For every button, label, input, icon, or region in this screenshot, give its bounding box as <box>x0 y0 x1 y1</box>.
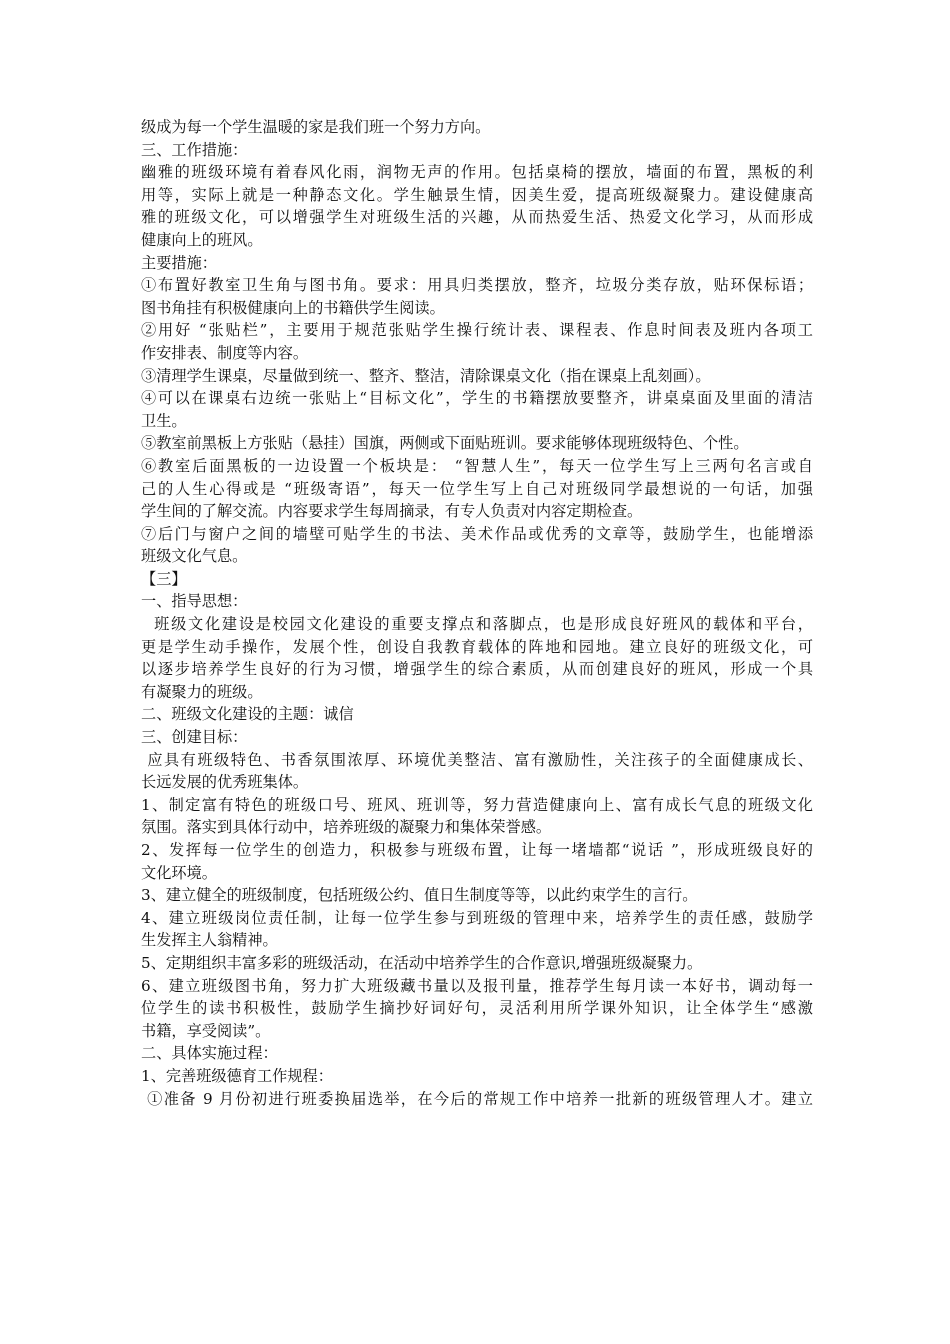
text-line: ⑥教室后面黑板的一边设置一个板块是： “智慧人生”，每天一位学生写上三两句名言或自 <box>141 456 813 475</box>
text-line: 雅的班级文化，可以增强学生对班级生活的兴趣，从而热爱生活、热爱文化学习，从而形成 <box>141 208 813 227</box>
text-line: 学生间的了解交流。内容要求学生每周摘录，有专人负责对内容定期检查。 <box>141 502 643 521</box>
text-line: 6、建立班级图书角，努力扩大班级藏书量以及报刊量，推荐学生每月读一本好书，调动每一 <box>141 976 813 995</box>
text-line: 3、建立健全的班级制度，包括班级公约、值日生制度等等，以此约束学生的言行。 <box>141 886 698 905</box>
text-line: ①布置好教室卫生角与图书角。要求：用具归类摆放，整齐，垃圾分类存放，贴环保标语； <box>141 276 813 295</box>
text-line: ⑦后门与窗户之间的墙壁可贴学生的书法、美术作品或优秀的文章等，鼓励学生，也能增添 <box>141 524 813 543</box>
text-line: ⑤教室前黑板上方张贴（悬挂）国旗，两侧或下面贴班训。要求能够体现班级特色、个性。 <box>141 434 749 453</box>
text-line: 1、制定富有特色的班级口号、班风、班训等，努力营造健康向上、富有成长气息的班级文化 <box>141 795 813 814</box>
text-line: ①准备 9 月份初进行班委换届选举，在今后的常规工作中培养一批新的班级管理人才。建立 <box>141 1089 813 1108</box>
text-line: 1、完善班级德育工作规程： <box>141 1066 333 1085</box>
text-line: 己的人生心得或是 “班级寄语”，每天一位学生写上自己对班级同学最想说的一句话，加强 <box>141 479 813 498</box>
text-line: 位学生的读书积极性，鼓励学生摘抄好词好句，灵活利用所学课外知识，让全体学生“感激 <box>141 999 813 1018</box>
text-line: 幽雅的班级环境有着春风化雨，润物无声的作用。包括桌椅的摆放，墙面的布置，黑板的利 <box>141 163 813 182</box>
text-line: 图书角挂有积极健康向上的书籍供学生阅读。 <box>141 298 445 317</box>
text-line: 班级文化建设是校园文化建设的重要支撑点和落脚点，也是形成良好班风的载体和平台， <box>141 615 813 634</box>
text-line: ②用好 “张贴栏”，主要用于规范张贴学生操行统计表、课程表、作息时间表及班内各项工 <box>141 321 813 340</box>
document-page <box>141 116 813 1110</box>
text-line: 4、建立班级岗位责任制，让每一位学生参与到班级的管理中来，培养学生的责任感，鼓励学 <box>141 908 813 927</box>
text-line: 二、具体实施过程： <box>141 1044 278 1063</box>
text-line: 作安排表、制度等内容。 <box>141 343 309 362</box>
text-line: 三、创建目标： <box>141 728 248 747</box>
text-line: 以逐步培养学生良好的行为习惯，增强学生的综合素质，从而创建良好的班风，形成一个具 <box>141 660 813 679</box>
text-line: 5、定期组织丰富多彩的班级活动，在活动中培养学生的合作意识,增强班级凝聚力。 <box>141 953 703 972</box>
text-line: 主要措施： <box>141 253 217 272</box>
text-line: 书籍，享受阅读”。 <box>141 1021 271 1040</box>
text-line: 三、工作措施： <box>141 140 248 159</box>
text-line: 卫生。 <box>141 411 187 430</box>
text-line: ③清理学生课桌，尽量做到统一、整齐、整洁，清除课桌文化（指在课桌上乱刻画）。 <box>141 366 711 385</box>
text-line: 生发挥主人翁精神。 <box>141 931 278 950</box>
text-line: 2、发挥每一位学生的创造力，积极参与班级布置，让每一堵墙都“说话 ”，形成班级良好的 <box>141 841 813 859</box>
text-line: 有凝聚力的班级。 <box>141 682 263 701</box>
text-line: 【三】 <box>141 569 187 588</box>
text-line: 二、班级文化建设的主题：诚信 <box>141 705 354 724</box>
text-line: 长远发展的优秀班集体。 <box>141 773 309 792</box>
text-line: 一、指导思想： <box>141 592 248 611</box>
text-line: 班级文化气息。 <box>141 547 248 566</box>
text-line: 更是学生动手操作，发展个性，创设自我教育载体的阵地和园地。建立良好的班级文化，可 <box>141 637 813 656</box>
text-line: 文化环境。 <box>141 863 217 882</box>
text-line: 应具有班级特色、书香氛围浓厚、环境优美整洁、富有激励性，关注孩子的全面健康成长、 <box>141 750 813 769</box>
text-line: 健康向上的班风。 <box>141 230 263 249</box>
text-line: ④可以在课桌右边统一张贴上“目标文化”，学生的书籍摆放要整齐，讲桌桌面及里面的清洁 <box>141 389 813 408</box>
text-line: 级成为每一个学生温暖的家是我们班一个努力方向。 <box>141 118 491 136</box>
text-line: 氛围。落实到具体行动中，培养班级的凝聚力和集体荣誉感。 <box>141 818 552 837</box>
text-line: 用等，实际上就是一种静态文化。学生触景生情，因美生爱，提高班级凝聚力。建设健康高 <box>141 185 813 204</box>
